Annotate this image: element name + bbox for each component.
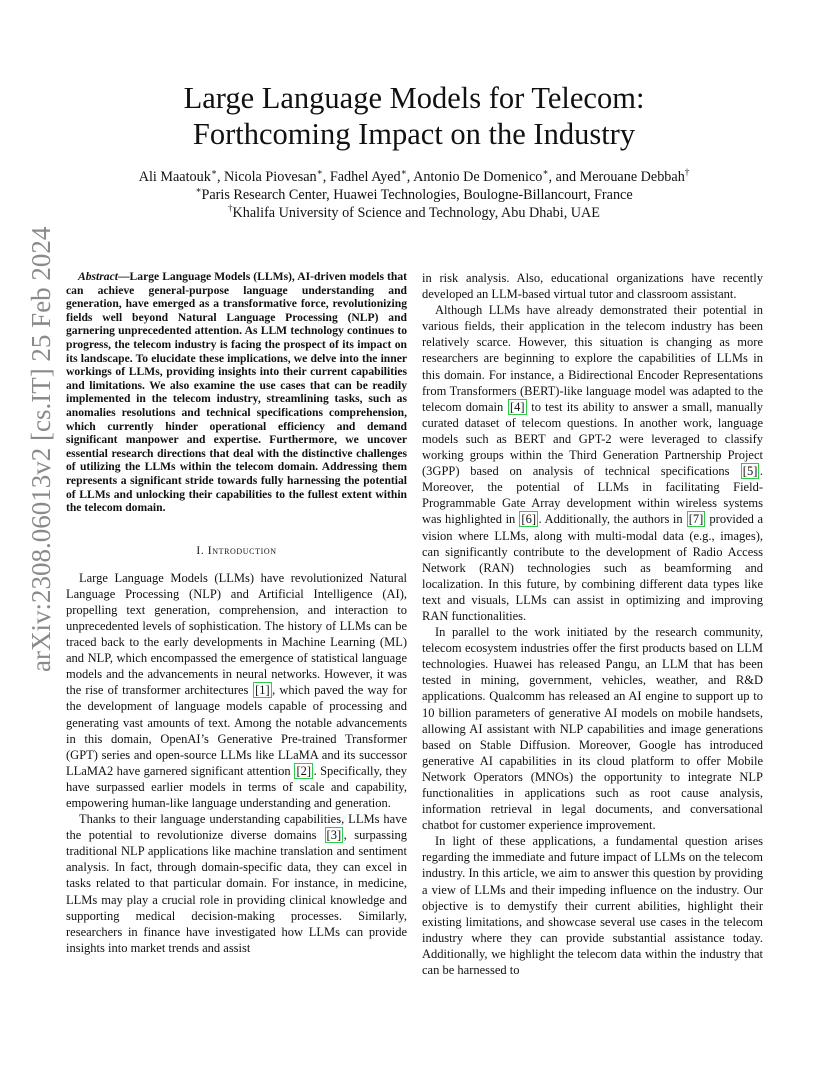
paragraph-intro-5: In light of these applications, a fundamental question arises regarding the immediate and future impact of LLMs on the telecom industry. In this article, we aim to answer this question by providing a view of LLMs and their impeding influence on the industry. Our objective is to demystify their current abilities, highlight their existing limitations, and showcase several use cases in the telecom industry where they can provide substantial assistance today. Additionally, we highlight the telecom data within the industry that can be harnessed to [422,834,763,978]
paragraph-intro-2 [66,811,407,956]
paragraph-text: Thanks to their language understanding capabilities, LLMs have the potential to revolutionize diverse domains [66,812,407,843]
citation-link-1[interactable]: [1] [255,683,270,698]
paragraph-intro-3 [422,302,763,624]
citation-link-2[interactable]: [2] [296,763,312,778]
separator: , [322,169,330,185]
paragraph-text: . Additionally, the authors in [538,512,687,527]
affiliation-2 [80,204,748,222]
author-name: Fadhel Ayed [329,169,401,185]
paragraph-text: to test its ability to answer a small, manually curated dataset of telecom questions. In another work, language models such as BERT and GPT-2 were leveraged to classify working groups within the Third Generation Partnership Project (3GPP) based on analysis of technical specifications [422,399,763,479]
paper-title [100,80,728,152]
paragraph-intro-4: In parallel to the work initiated by the research community, telecom ecosystem industries offer the first products based on LLM technologies. Huawei has released Pangu, an LLM that has been tested in mining, government, vehicles, weather, and R&D applications. Qualcomm has released an AI engine to support up to 10 billion parameters of generative AI models on mobile handsets, allowing AI assistant with NLP capabilities and image generations based on Stable Diffusion. Moreover, Google has introduced generative AI capabilities in its cloud platform to offer Mobile Network Operators (MNOs) the opportunity to integrate NLP functionalities in applications such as root cause analysis, information retrieval in legal documents, and conversational chatbot for customer experience improvement. [422,625,763,833]
paragraph-text: , which paved the way for the development of language models capable of processing and generating vast amounts of text. Among the notable advancements in this domain, OpenAI’s Generative Pre-trained Transformer (GPT) series and open-source LLMs like LLaMA and its successor LLaMA2 have garnered significant attention [66,683,407,778]
abstract-text: Large Language Models (LLMs), AI-driven models that can achieve general-purpose language understanding and generation, have emerged as a transformative force, revolutionizing fields well beyond Natural Language Processing (NLP) and garnering unprecedented attention. As LLM technology continues to progress, the telecom industry is facing the prospect of its impact on its landscape. To elucidate these implications, we delve into the inner workings of LLMs, providing insights into their current capabilities and limitations. We also examine the use cases that can be readily implemented in the telecom industry, streamlining tasks, such as anomalies resolutions and technical specifications comprehension, which currently hinder operational efficiency and demand significant manpower and expertise. Furthermore, we uncover essential research directions that deal with the distinctive challenges of utilizing the LLMs within the telecom domain. Addressing them represents a significant stride towards fully harnessing the potential of LLMs and unlocking their capabilities to the fullest extent within the telecom domain. [66,270,407,515]
section-title: Introduction [207,544,277,557]
author-name: Merouane Debbah [579,169,685,185]
author-name: Antonio De Domenico [413,169,543,185]
affiliation-text: Paris Research Center, Huawei Technologies, Boulogne-Billancourt, France [201,187,633,203]
author-block [80,168,748,222]
title-line-2: Forthcoming Impact on the Industry [192,117,636,151]
abstract-label: Abstract [78,270,118,283]
affiliation-mark: ∗ [210,167,217,177]
citation-link-4[interactable]: [4] [509,399,525,414]
citation-link-7[interactable]: [7] [688,512,704,527]
title-line-1: Large Language Models for Telecom: [183,81,645,115]
affiliation-mark: ∗ [316,167,323,177]
separator: , [406,169,414,185]
author-name: Ali Maatouk [138,169,211,185]
separator: , and [548,169,580,185]
paragraph-text: Large Language Models (LLMs) have revolutionized Natural Language Processing (NLP) and Artificial Intelligence (AI), propelling text generation, comprehension, and interaction to unprecedented levels of sophistication. The history of LLMs can be traced back to the early developments in Machine Learning (ML) and NLP, which encompassed the emergence of statistical language models and the advancements in neural networks. However, it was the rise of transformer architectures [66,570,407,698]
affiliation-1 [80,186,748,204]
paragraph-text: . Moreover, the potential of LLMs in facilitating Field-Programmable Gate Array development within wireless systems was highlighted in [422,464,763,527]
arxiv-identifier: arXiv:2308.06013v2 [cs.IT] 25 Feb 2024 [26,226,56,672]
right-column [422,270,763,978]
affiliation-text: Khalifa University of Science and Technology, Abu Dhabi, UAE [232,205,600,221]
paragraph-text: Although LLMs have already demonstrated their potential in various fields, their application in the telecom industry has been relatively scarce. However, this situation is changing as more researchers are beginning to explore the capabilities of LLMs in this domain. For instance, a Bidirectional Encoder Representations from Transformers (BERT)-like language model was adapted to the telecom domain [422,303,763,414]
section-numeral: I. [196,544,208,557]
affiliation-mark: ∗ [542,167,549,177]
citation-link-5[interactable]: [5] [742,464,758,479]
section-heading-introduction [66,545,407,557]
affiliation-mark: † [684,167,690,177]
paragraph-intro-1 [66,570,407,811]
abstract-dash: — [117,270,130,283]
separator: , [216,169,225,185]
paragraph-text: . Specifically, they have surpassed earlier models in terms of scale and capability, empowering human-like language understanding and generation. [66,763,407,810]
affiliation-mark: ∗ [400,167,407,177]
affiliation-mark: † [228,203,233,213]
citation-link-3[interactable]: [3] [326,828,342,843]
author-name: Nicola Piovesan [224,169,317,185]
affiliation-mark: ∗ [195,185,202,195]
abstract [66,270,407,515]
paragraph-continued: in risk analysis. Also, educational organizations have recently developed an LLM-based virtual tutor and classroom assistant. [422,271,763,302]
citation-link-6[interactable]: [6] [521,512,536,527]
author-names [80,168,748,186]
paragraph-text: , surpassing traditional NLP applications like machine translation and sentiment analysis. In fact, through domain-specific data, they can excel in tasks related to that particular domain. For instance, in medicine, LLMs may play a crucial role in providing clinical knowledge and supporting medical decision-making processes. Similarly, researchers in finance have investigated how LLMs can provide insights into market trends and assist [66,828,407,955]
paragraph-text: provided a vision where LLMs, along with multi-modal data (e.g., images), can significantly contribute to the development of Radio Access Network (RAN) technologies such as beamforming and localization. In this future, by combining different data types like text and visuals, LLMs can assist in optimizing and improving RAN functionalities. [422,512,764,623]
left-column [66,270,407,956]
